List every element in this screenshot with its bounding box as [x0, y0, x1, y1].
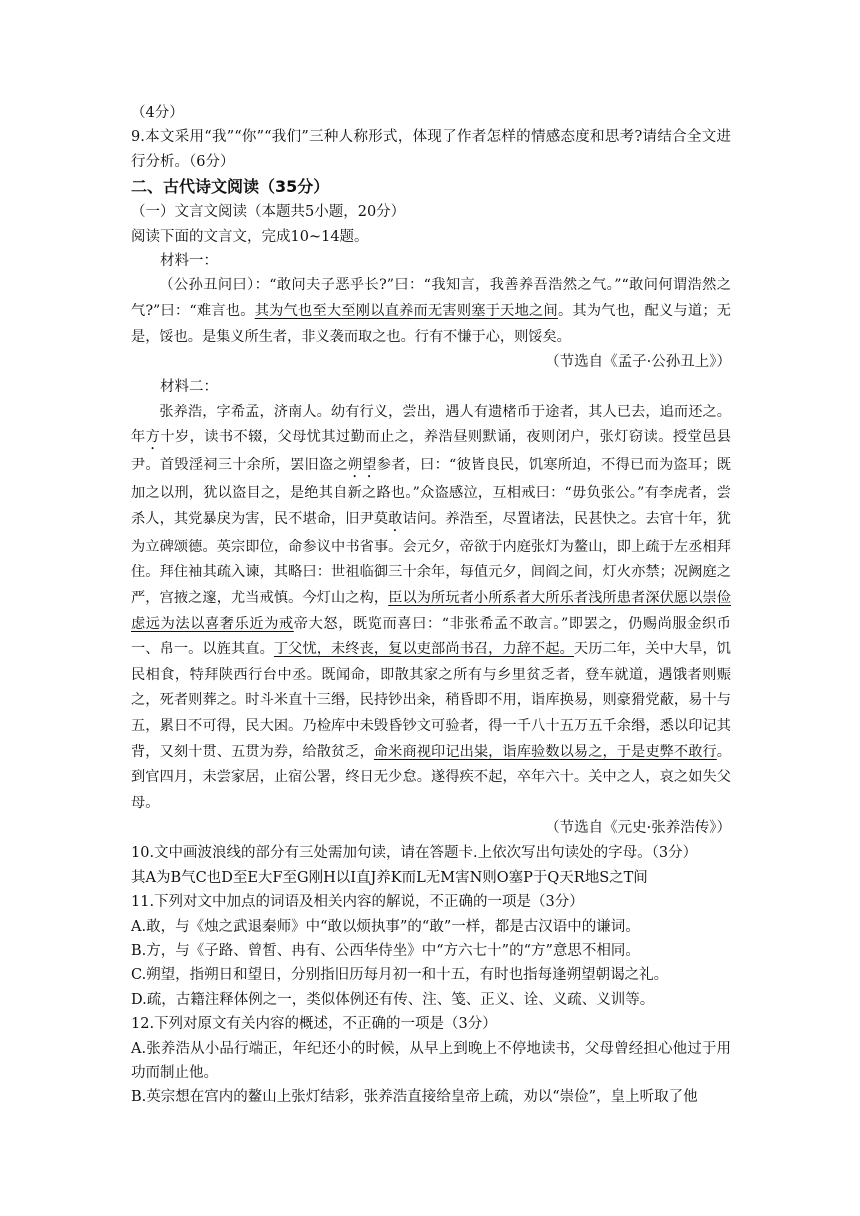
passage-text: 参者，曰：“彼皆良民，饥寒所迫，不得已而为盗耳；既加之以刑，犹以盗目之，是绝其自新之路也。”众盗感泣，互相戒曰：“毋负张公。”有李虎者，尝杀人，其党暴戾为害，民不堪命，旧尹莫: [131, 457, 731, 527]
passage-text: 张养浩，字希孟，济南人。幼有行义，尝出，遇人有遗楮币于途者，其人已去，追而还之。年: [131, 403, 731, 446]
question-10: 10.文中画波浪线的部分有三处需加句读，请在答题卡.上依次写出句读处的字母。（3分）: [131, 845, 698, 862]
wavy-underlined-sentence: 臣以为所玩者小所系者大所乐者浅所患者深伏愿以崇俭虑远为法以喜奢乐近为戒: [131, 590, 731, 632]
material-1-label: 材料一：: [160, 253, 218, 270]
material-2-label: 材料二：: [160, 379, 218, 396]
material-2-passage: [131, 400, 731, 817]
underlined-sentence: 命米商视印记出粜，诣库验数以易之，于是吏弊不敢行: [373, 743, 717, 760]
material-1-source: （节选自《孟子·公孙丑上》）: [545, 354, 731, 371]
question-9: 9.本文采用“我”“你”“我们”三种人称形式，体现了作者怎样的情感态度和思考?请结合全文进行分析。（6分）: [131, 129, 731, 170]
passage-text: 帝大怒，既览而喜曰：“非张希孟不敢言。”即罢之，仍赐尚服金织币一、帛一。以旌其直。: [131, 615, 731, 658]
question-12-option-b: B.英宗想在宫内的鳌山上张灯结彩，张养浩直接给皇帝上疏，劝以“崇俭”，皇上听取了他: [131, 1089, 698, 1106]
score-note: （4分）: [131, 105, 184, 121]
exam-page: [131, 101, 731, 1110]
material-2-source: （节选自《元史·张养浩传》）: [545, 820, 731, 837]
question-11-option-c: C.朔望，指朔日和望日，分别指旧历每月初一和十五，有时也指每逢朔望朝谒之礼。: [131, 967, 669, 984]
question-10-options: 其A为B气C也D至E大F至G刚H以I直J养K而L无M害N则O塞P于Q天R地S之T间: [131, 869, 648, 886]
subsection-heading: （一）文言文阅读（本题共5小题，20分）: [131, 204, 406, 221]
passage-text: 诘问。养浩至，尽置诸法，民甚快之。去官十年，犹为立碑颂德。英宗即位，命参议中书省事。会元夕，帝欲于内庭张灯为鳌山，即上疏于左丞相拜住。拜住袖其疏入谏，其略曰：世祖临御三十余年，每值元夕，闾阎之间，灯火亦禁；况阙庭之严，宫掖之邃，尤当戒慎。今灯山之构，: [131, 510, 731, 606]
underlined-sentence: 丁父忧，未终丧，复以吏部尚书召，力辞不起。: [273, 641, 574, 658]
question-11-option-d: D.疏，古籍注释体例之一，类似体例还有传、注、笺、正义、诠、义疏、义训等。: [131, 991, 655, 1008]
instruction-text: 阅读下面的文言文，完成10~14题。: [131, 228, 369, 245]
passage-text: 十岁，读书不辍，父母忧其过勤而止之，养浩昼则默诵，夜则闭户，张灯窃读。授堂邑县尹。首毁淫祠三十余所，罢旧盗之: [131, 429, 731, 474]
question-11: 11.下列对文中加点的词语及相关内容的解说，不正确的一项是（3分）: [131, 894, 584, 911]
passage-text: （公孙丑问曰）：“敢问夫子恶乎长?”曰：“我知言，我善养吾浩然之气。”“敢问何谓浩然之气?”曰：“难言也。: [131, 277, 731, 320]
passage-text: 天历二年，关中大旱，饥民相食，特拜陕西行台中丞。既闻命，即散其家之所有与乡里贫乏者，登车就道，遇饿者则赈之，死者则葬之。时斗米直十三缗，民持钞出籴，稍昏即不用，诣库换易，则豪猾党蔽，易十与五，累日不可得，民大困。乃检库中未毁昏钞文可验者，得一千八十五万五千余缗，悉以印记其背，又刻十贯、五贯为券，给散贫乏，: [131, 641, 731, 760]
section-heading: 二、古代诗文阅读（35分）: [131, 177, 330, 197]
question-12: 12.下列对原文有关内容的概述，不正确的一项是（3分）: [131, 1016, 497, 1033]
dotted-word: 朔望: [347, 457, 377, 474]
passage-text: 。到官四月，未尝家居，止宿公署，终日无少怠。遂得疾不起，卒年六十。关中之人，哀之如失父母。: [131, 743, 731, 811]
material-1-passage: [131, 273, 731, 350]
dotted-word: 方: [145, 429, 161, 446]
question-11-option-b: B.方，与《子路、曾皙、冉有、公西华侍坐》中“方六七十”的“方”意思不相同。: [131, 942, 640, 959]
underlined-sentence: 其为气也至大至刚以直养而无害则塞于天地之间: [254, 303, 558, 320]
passage-text: 。其为气也，配义与道；无是，馁也。是集义所生者，非义袭而取之也。行有不慊于心，则馁矣。: [131, 303, 731, 345]
question-12-option-a: A.张养浩从小品行端正，年纪还小的时候，从早上到晚上不停地读书，父母曾经担心他过于用功而制止他。: [131, 1040, 731, 1081]
question-11-option-a: A.敢，与《烛之武退秦师》中“敢以烦执事”的“敢”一样，都是古汉语中的谦词。: [131, 918, 640, 935]
dotted-word: 敢: [388, 510, 403, 527]
